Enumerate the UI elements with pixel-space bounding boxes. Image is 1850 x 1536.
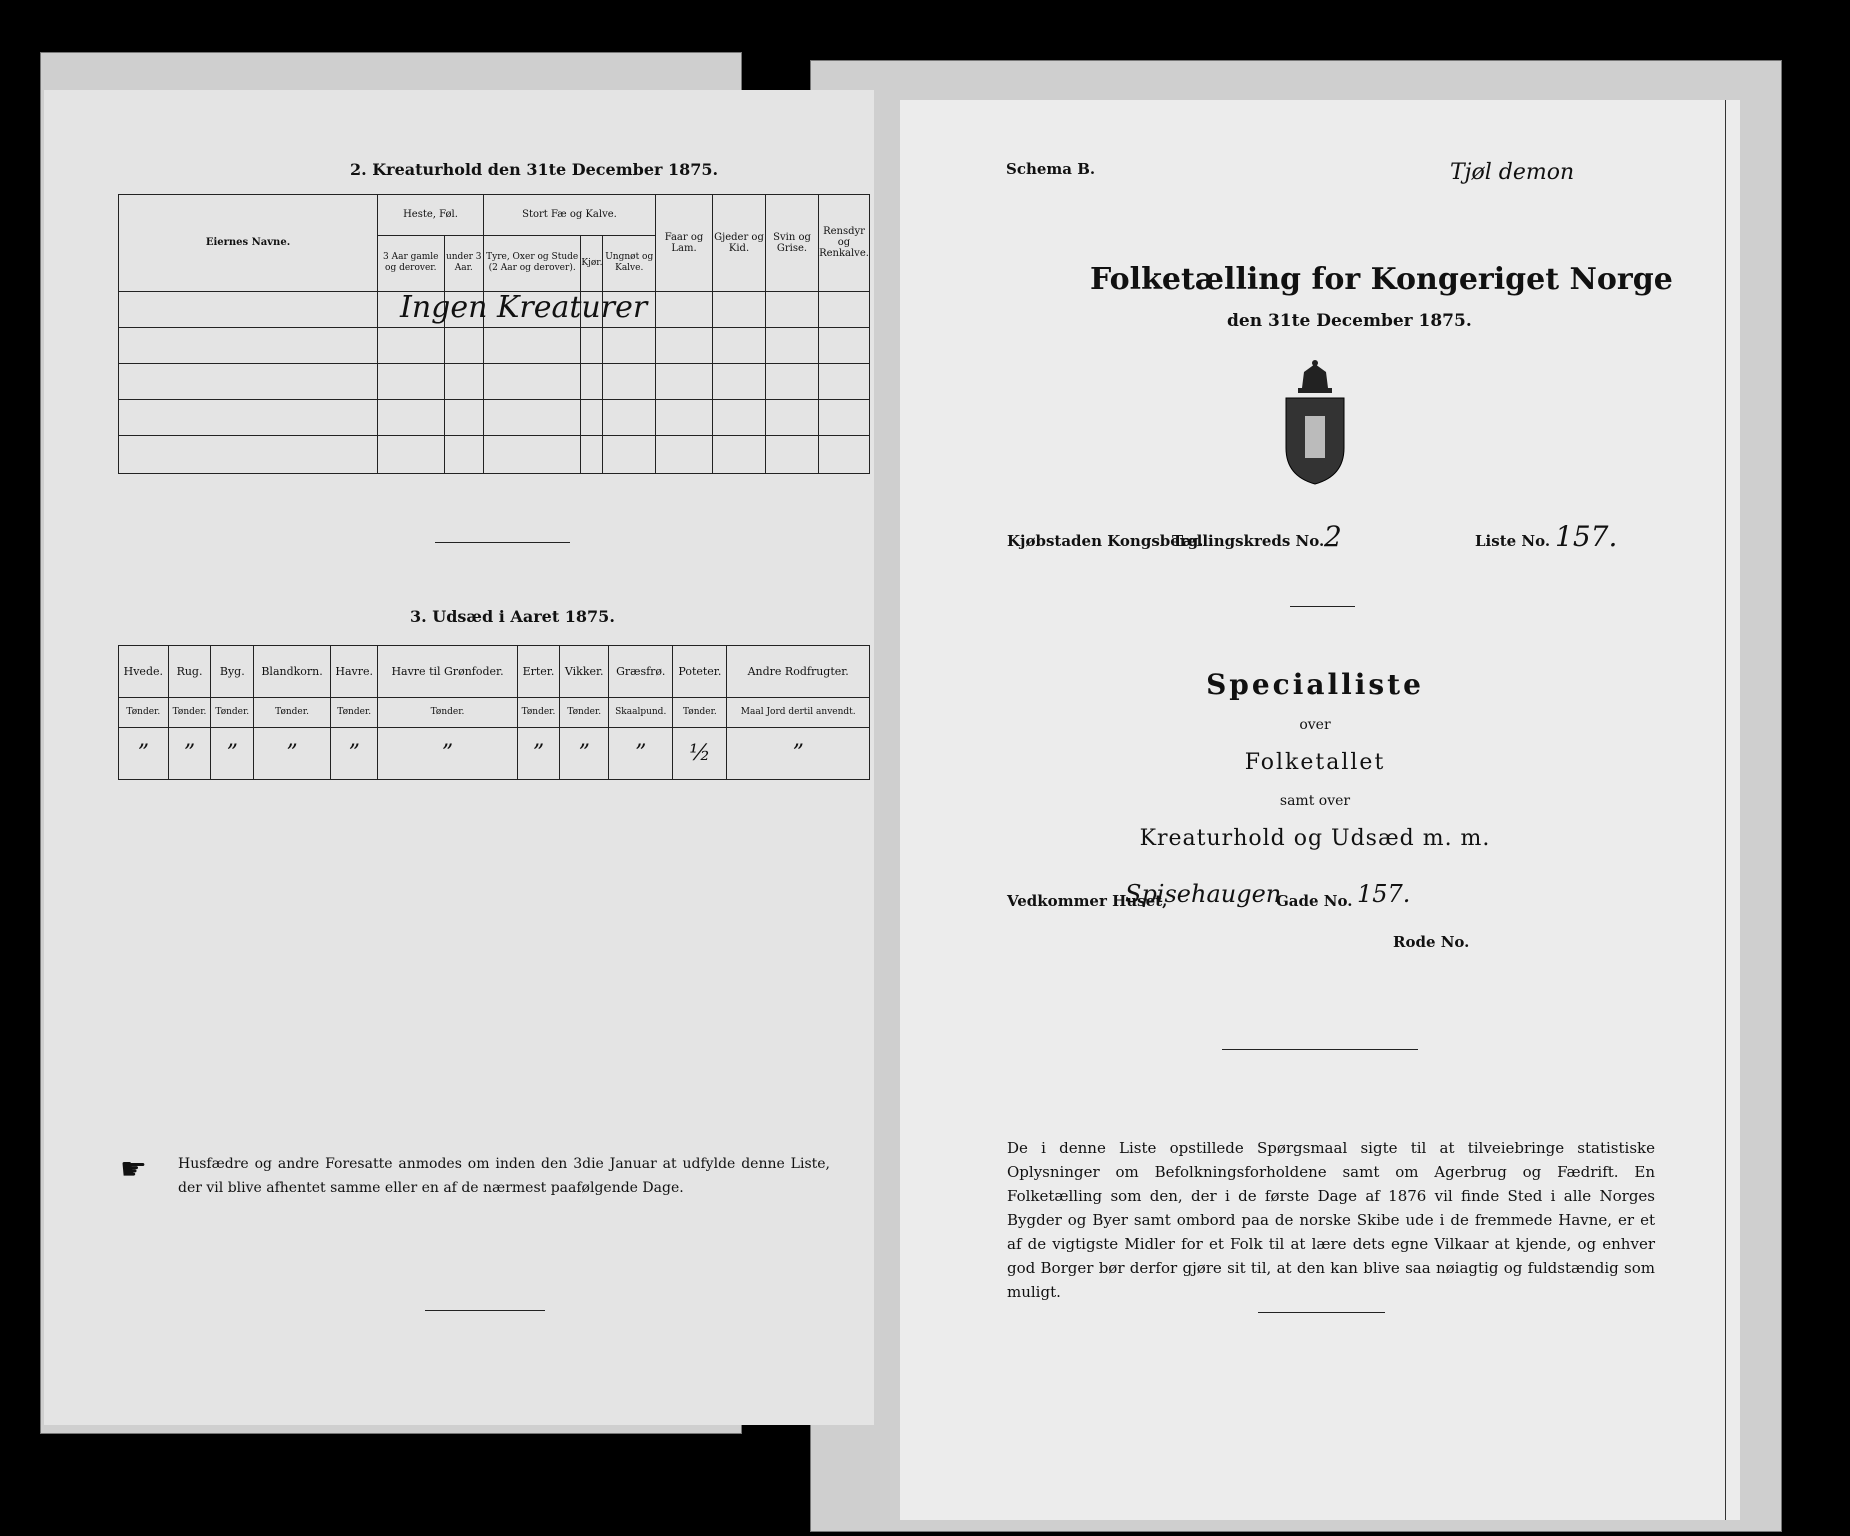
seed-col-name: Rug. xyxy=(168,646,211,698)
seed-value: ” xyxy=(727,728,870,780)
seed-col-name: Andre Rodfrugter. xyxy=(727,646,870,698)
col-cattle: Stort Fæ og Kalve. xyxy=(483,195,655,236)
seed-col-unit: Tønder. xyxy=(168,698,211,728)
seed-col-name: Græsfrø. xyxy=(609,646,673,698)
col-goats: Gjeder og Kid. xyxy=(713,195,766,292)
gade-value: 157. xyxy=(1357,880,1411,908)
seed-col-name: Poteter. xyxy=(673,646,727,698)
seed-col-name: Blandkorn. xyxy=(254,646,331,698)
seed-col-unit: Skaalpund. xyxy=(609,698,673,728)
liste-label: Liste No. xyxy=(1475,532,1551,550)
main-title: Folketælling for Kongeriget Norge xyxy=(1090,262,1673,297)
seed-col-name: Havre til Grønfoder. xyxy=(378,646,517,698)
col-horses: Heste, Føl. xyxy=(378,195,484,236)
seed-col-unit: Tønder. xyxy=(330,698,378,728)
coat-of-arms-icon xyxy=(1280,358,1350,488)
col-reindeer: Rensdyr og Renkalve. xyxy=(819,195,870,292)
seed-col-name: Erter. xyxy=(517,646,560,698)
col-horses-young: under 3 Aar. xyxy=(444,235,483,291)
seed-col-unit: Maal Jord dertil anvendt. xyxy=(727,698,870,728)
seed-value: ½ xyxy=(673,728,727,780)
corner-handwritten: Tjøl demon xyxy=(1450,160,1575,185)
seed-value: ” xyxy=(254,728,331,780)
seed-col-unit: Tønder. xyxy=(211,698,254,728)
seed-value: ” xyxy=(330,728,378,780)
seed-col-name: Hvede. xyxy=(119,646,169,698)
divider-3 xyxy=(1290,606,1355,607)
seed-col-name: Vikker. xyxy=(560,646,609,698)
seed-col-unit: Tønder. xyxy=(673,698,727,728)
kjobstad-label: Kjøbstaden Kongsberg. xyxy=(1007,532,1204,550)
seed-col-unit: Tønder. xyxy=(254,698,331,728)
seed-col-unit: Tønder. xyxy=(378,698,517,728)
col-pigs: Svin og Grise. xyxy=(766,195,819,292)
seed-value: ” xyxy=(119,728,169,780)
gade-label: Gade No. xyxy=(1276,892,1353,910)
seed-col-unit: Tønder. xyxy=(119,698,169,728)
vedkommer-label: Vedkommer Huset, xyxy=(1007,892,1168,910)
seed-col-name: Byg. xyxy=(211,646,254,698)
samt-over-text: samt over xyxy=(1279,793,1351,809)
divider-5 xyxy=(1258,1312,1385,1313)
kreds-value: 2 xyxy=(1324,520,1342,553)
col-sheep: Faar og Lam. xyxy=(656,195,713,292)
col-owner: Eiernes Navne. xyxy=(119,195,378,292)
seed-value: ” xyxy=(609,728,673,780)
seed-value: ” xyxy=(560,728,609,780)
divider-4 xyxy=(1222,1049,1418,1050)
col-horses-old: 3 Aar gamle og derover. xyxy=(378,235,445,291)
seed-value: ” xyxy=(168,728,211,780)
livestock-table xyxy=(118,194,870,474)
over-text: over xyxy=(1299,717,1331,733)
divider-1 xyxy=(435,542,570,543)
liste-value: 157. xyxy=(1555,520,1618,553)
kreds-label: Tællingskreds No. xyxy=(1172,532,1325,550)
seed-col-unit: Tønder. xyxy=(560,698,609,728)
kreaturhold-title: Kreaturhold og Udsæd m. m. xyxy=(1139,826,1491,851)
section3-title: 3. Udsæd i Aaret 1875. xyxy=(410,607,615,626)
footnote: Husfædre og andre Foresatte anmodes om inden den 3die Januar at udfylde denne Liste, der vil blive afhentet samme eller en af de nærmest paafølgende Dage. xyxy=(178,1156,830,1196)
col-calves: Ungnøt og Kalve. xyxy=(603,235,656,291)
specialliste-title: Specialliste xyxy=(1206,668,1424,701)
divider-2 xyxy=(425,1310,545,1311)
huset-value: Spisehaugen xyxy=(1125,880,1282,908)
seed-table xyxy=(118,645,870,780)
intro-paragraph: De i denne Liste opstillede Spørgsmaal sigte til at tilveiebringe statistiske Oplysninger om Befolkningsforholdene samt om Agerbrug og Fædrift. En Folketælling som den, der i de første Dage af 1876 vil finde Sted i alle Norges Bygder og Byer samt ombord paa de norske Skibe ude i de fremmede Havne, er et af de vigtigste Midler for et Folk til at lære dets egne Vilkaar at kjende, og enhver god Borger bør derfor gjøre sit til, at den kan blive saa nøiagtig og fuldstændig som muligt. xyxy=(1007,1139,1655,1301)
schema-label: Schema B. xyxy=(1006,160,1096,178)
right-margin-line xyxy=(1725,100,1726,1520)
seed-value: ” xyxy=(517,728,560,780)
col-cows: Kjør. xyxy=(581,235,603,291)
col-bulls: Tyre, Oxer og Stude (2 Aar og derover). xyxy=(483,235,580,291)
livestock-handwritten: Ingen Kreaturer xyxy=(400,290,648,325)
seed-value: ” xyxy=(211,728,254,780)
section2-title: 2. Kreaturhold den 31te December 1875. xyxy=(350,160,719,179)
subtitle: den 31te December 1875. xyxy=(1227,311,1472,331)
seed-value: ” xyxy=(378,728,517,780)
folketallet-title: Folketallet xyxy=(1244,750,1386,775)
pointing-hand-icon: ☛ xyxy=(120,1152,147,1187)
rode-label: Rode No. xyxy=(1393,933,1470,951)
seed-col-unit: Tønder. xyxy=(517,698,560,728)
seed-col-name: Havre. xyxy=(330,646,378,698)
